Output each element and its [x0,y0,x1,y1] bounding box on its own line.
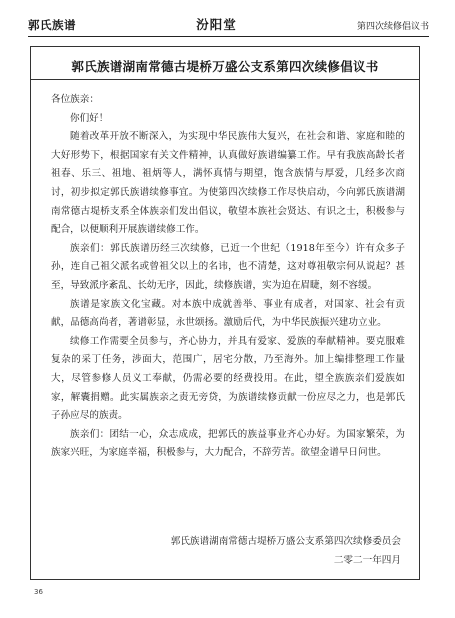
paragraph-5: 族亲们：团结一心，众志成成，把郭氏的族益事业齐心办好。为国家繁荣，为族家兴旺，为家庭幸福，积极参与，大力配合，不辞劳苦。欲望金谱早日问世。 [51,428,405,459]
greeting: 你们好！ [70,112,109,124]
header-left-title: 郭氏族谱 [28,18,76,32]
paragraph-2: 族亲们：郭氏族谱历经三次续修，已近一个世纪（1918年至今）许有众多子孙，连自己祖父派名或曾祖父以上的名讳，也不清楚，这对尊祖敬宗何从说起？甚至，导致派序紊乱、长幼无序，因此，续修族谱，实为迫在眉睫，刻不容缓。 [51,242,405,291]
document-title: 郭氏族谱湖南常德古堤桥万盛公支系第四次续修倡议书 [71,59,379,74]
proposal-frame [30,46,420,580]
paragraph-3: 族谱是家族文化宝藏。对本族中成就善举、事业有成者，对国家、社会有贡献，品德高尚者，著谱彰显，永世颂扬。激励后代，为中华民族振兴建功立业。 [51,298,405,329]
header-center-title: 汾阳堂 [196,17,237,32]
page-header [28,14,429,37]
document-body [51,91,405,463]
signature-date: 二零二一年四月 [333,554,401,566]
header-right-title: 第四次续修倡议书 [356,22,429,32]
page-number: 36 [34,588,43,596]
signature-block [101,533,401,570]
signature-organization: 郭氏族谱湖南常德古堤桥万盛公支系第四次续修委员会 [170,536,401,547]
paragraph-1: 随着改革开放不断深入，为实现中华民族伟大复兴，在社会和谐、家庭和睦的大好形势下，根据国家有关文件精神，认真做好族谱编纂工作。早有我族高龄长者祖春、乐三、祖地、祖炳等人，满怀真情与期望，饱含族情与厚爱，几经多次商讨，初步拟定郭氏族谱续修事宜。为使第四次续修工作尽快启动，今向郭氏族谱湖南常德古堤桥支系全体族亲们发出倡议，敬望本族社会贤达、有识之士，积极参与配合，以便顺利开展族谱续修工作。 [51,131,405,236]
title-divider [31,79,419,80]
paragraph-4: 续修工作需要全员参与，齐心协力，并具有爱家、爱族的奉献精神。要克服难复杂的采丁任务，涉面大，范围广，居宅分散，乃至海外。加上编排整理工作量大，尽管参修人员义工奉献，仍需必要的经费投用。在此，望全族族亲们爱族如家，解囊捐赠。此实属族亲之责无旁贷，为族谱续修贡献一份应尽之力，也是郭氏子孙应尽的族责。 [51,335,405,422]
salutation: 各位族亲： [51,94,99,105]
